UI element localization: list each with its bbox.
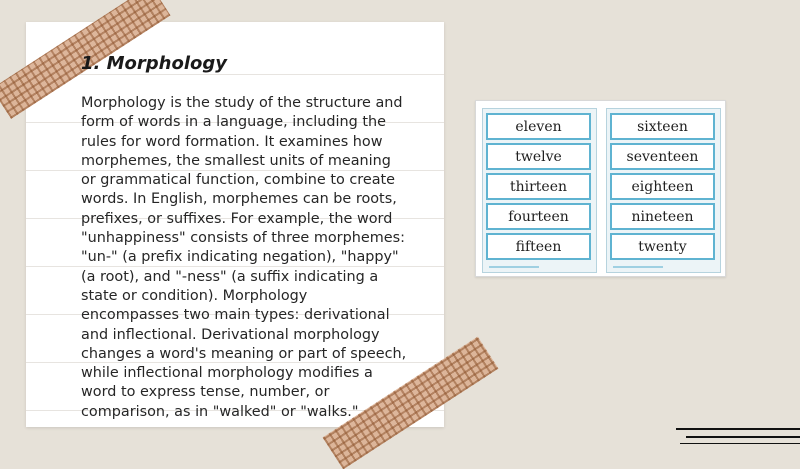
- body-line: changes a word's meaning or part of speech,: [81, 345, 407, 362]
- number-words-column-right: [606, 108, 721, 273]
- card-footer-line: [613, 266, 663, 268]
- number-word-card: fifteen: [486, 233, 591, 260]
- body-line: word to express tense, number, or: [81, 384, 330, 401]
- number-words-image: [475, 100, 726, 277]
- body-line: form of words in a language, including the: [81, 114, 386, 131]
- body-line: or grammatical function, combine to create: [81, 172, 396, 189]
- body-line: while inflectional morphology modifies a: [81, 365, 373, 382]
- body-line: and inflectional. Derivational morphology: [81, 326, 380, 343]
- number-word-card: nineteen: [610, 203, 715, 230]
- body-line: state or condition). Morphology: [81, 287, 308, 304]
- body-line: "un-" (a prefix indicating negation), "happy": [81, 249, 399, 266]
- number-word-card: eleven: [486, 113, 591, 140]
- section-body: [81, 94, 423, 422]
- body-line: morphemes, the smallest units of meaning: [81, 152, 391, 169]
- body-line: comparison, as in "walked" or "walks.": [81, 403, 359, 420]
- body-line: Morphology is the study of the structure and: [81, 95, 403, 111]
- body-line: encompasses two main types: derivational: [81, 307, 390, 324]
- number-word-card: thirteen: [486, 173, 591, 200]
- body-line: rules for word formation. It examines how: [81, 133, 383, 150]
- section-title: 1. Morphology: [81, 53, 228, 74]
- decorative-line: [676, 428, 800, 430]
- number-word-card: eighteen: [610, 173, 715, 200]
- decorative-line: [686, 436, 800, 438]
- number-words-column-left: [482, 108, 597, 273]
- decorative-line: [680, 443, 800, 444]
- body-line: (a root), and "-ness" (a suffix indicating a: [81, 268, 379, 285]
- number-word-card: fourteen: [486, 203, 591, 230]
- number-word-card: sixteen: [610, 113, 715, 140]
- body-line: prefixes, or suffixes. For example, the word: [81, 210, 393, 227]
- number-word-card: seventeen: [610, 143, 715, 170]
- body-line: "unhappiness" consists of three morphemes:: [81, 230, 405, 247]
- card-footer-line: [489, 266, 539, 268]
- number-word-card: twenty: [610, 233, 715, 260]
- number-word-card: twelve: [486, 143, 591, 170]
- body-line: words. In English, morphemes can be roots,: [81, 191, 397, 208]
